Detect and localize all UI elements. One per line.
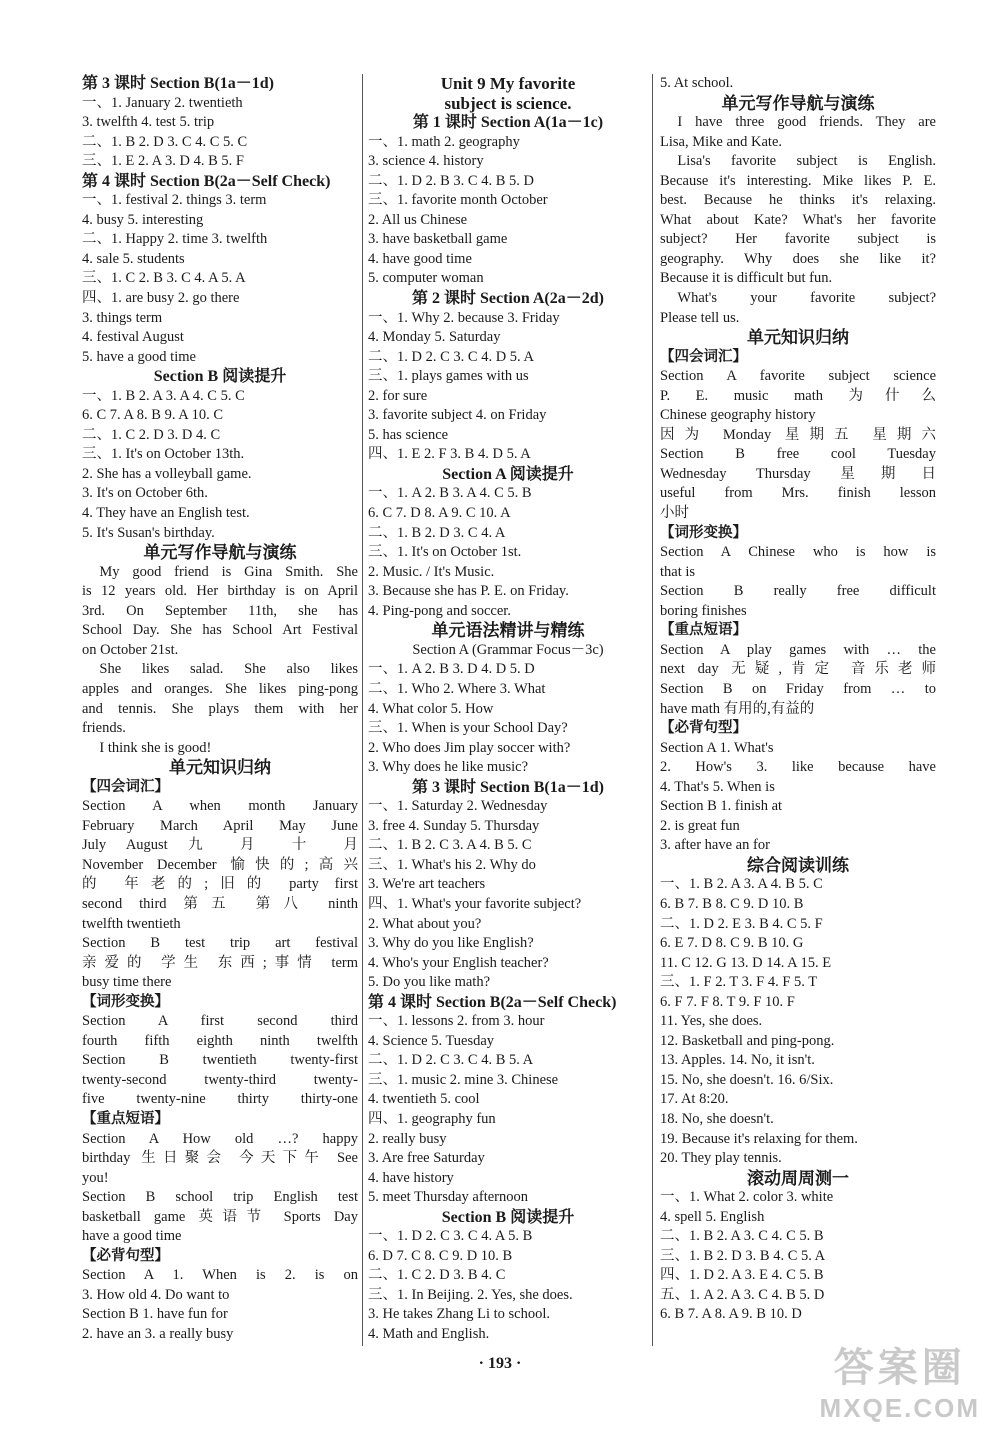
answer-line: 【重点短语】 <box>82 1110 169 1127</box>
answer-line: 二、1. Who 2. Where 3. What <box>368 680 546 697</box>
answer-line: 一、1. math 2. geography <box>368 133 520 150</box>
answer-line: 第 3 课时 Section B(1a－1d) <box>82 75 275 92</box>
answer-line: 4. That's 5. When is <box>660 778 775 795</box>
answer-line: Lisa's favorite subject is English. <box>677 153 936 170</box>
answer-line: 二、1. D 2. C 3. C 4. B 5. A <box>368 1052 534 1069</box>
answer-line: 6. C 7. A 8. B 9. A 10. C <box>82 407 224 424</box>
answer-line: What about Kate? What's her favorite <box>660 211 936 228</box>
answer-line: geography. Why does she like it? <box>660 250 936 267</box>
answer-line: boring finishes <box>660 602 747 619</box>
answer-line: 6. B 7. A 8. A 9. B 10. D <box>660 1306 802 1323</box>
answer-line: 4. Monday 5. Saturday <box>368 329 501 346</box>
answer-line: 6. D 7. C 8. C 9. D 10. B <box>368 1247 513 1264</box>
answer-line: 4. busy 5. interesting <box>82 211 204 228</box>
answer-line: 第 3 课时 Section B(1a－1d) <box>411 778 604 796</box>
answer-line: Section B on Friday from … to <box>660 680 936 697</box>
answer-line: 三、1. E 2. A 3. D 4. B 5. F <box>82 153 244 170</box>
answer-line: 【重点短语】 <box>660 622 747 639</box>
answer-line: 第 2 课时 Section A(2a－2d) <box>411 290 604 308</box>
answer-line: 4. Ping-pong and soccer. <box>368 602 511 619</box>
answer-line: 11. Yes, she does. <box>660 1013 763 1030</box>
answer-line: 4. Science 5. Tuesday <box>368 1032 495 1049</box>
answer-line: five twenty-nine thirty thirty-one <box>82 1091 358 1108</box>
answer-line: 5. meet Thursday afternoon <box>368 1189 528 1206</box>
answer-line: 5. At school. <box>660 75 734 91</box>
answer-line: is 12 years old. Her birthday is on April <box>82 583 358 600</box>
column-divider <box>362 74 363 1346</box>
answer-line: Section B 阅读提升 <box>153 368 287 386</box>
answer-line: 3rd. On September 11th, she has <box>82 602 358 619</box>
answer-line: 四、1. What's your favorite subject? <box>368 895 582 912</box>
answer-line: 四、1. geography fun <box>368 1110 496 1127</box>
answer-line: 17. At 8:20. <box>660 1091 729 1108</box>
answer-line: My good friend is Gina Smith. She <box>99 563 358 580</box>
answer-line: 3. favorite subject 4. on Friday <box>368 407 547 424</box>
answer-line: 一、1. Why 2. because 3. Friday <box>368 309 560 326</box>
answer-line: Because it's interesting. Mike likes P. E. <box>660 172 936 189</box>
answer-line: 5. have a good time <box>82 348 196 365</box>
answer-line: 3. Why do you like English? <box>368 935 534 952</box>
answer-line: 5. has science <box>368 426 449 443</box>
answer-line: friends. <box>82 720 126 737</box>
answer-line: 4. sale 5. students <box>82 250 185 267</box>
answer-line: 三、1. When is your School Day? <box>368 720 568 737</box>
answer-line: 因为 Monday 星期五 星期六 <box>660 426 936 443</box>
answer-line: I think she is good! <box>99 739 212 756</box>
answer-line: 2. Music. / It's Music. <box>368 563 495 580</box>
answer-line: Section B school trip English test <box>82 1189 358 1206</box>
answer-line: 2. She has a volleyball game. <box>82 465 252 482</box>
answer-line: Section B twentieth twenty-first <box>82 1052 358 1069</box>
answer-line: 3. Are free Saturday <box>368 1150 485 1167</box>
answer-line: Section A 1. What's <box>660 739 774 756</box>
answer-line: 单元知识归纳 <box>747 328 849 348</box>
watermark-title: 答案圈 <box>833 1346 966 1390</box>
answer-line: 三、1. B 2. D 3. B 4. C 5. A <box>660 1247 826 1264</box>
answer-line: 一、1. A 2. B 3. D 4. D 5. D <box>368 661 535 678</box>
answer-line: 第 4 课时 Section B(2a－Self Check) <box>368 993 617 1011</box>
answer-line: Section B really free difficult <box>660 583 936 600</box>
answer-line: 3. Because she has P. E. on Friday. <box>368 583 569 600</box>
answer-line: 3. It's on October 6th. <box>82 485 208 502</box>
answer-line: 一、1. What 2. color 3. white <box>660 1189 834 1206</box>
answer-line: Section B test trip art festival <box>82 935 358 952</box>
answer-line: 3. after have an for <box>660 837 770 854</box>
column-divider <box>652 74 653 1346</box>
answer-line: 6. C 7. D 8. A 9. C 10. A <box>368 505 511 522</box>
answer-line: 一、1. Saturday 2. Wednesday <box>368 798 548 815</box>
answer-line: 一、1. B 2. A 3. A 4. B 5. C <box>660 876 823 893</box>
answer-line: birthday 生日聚会 今天下午 See <box>82 1150 358 1167</box>
answer-line: Section B 1. have fun for <box>82 1306 228 1323</box>
answer-column-left <box>82 74 358 1345</box>
answer-line: 12. Basketball and ping-pong. <box>660 1032 835 1049</box>
answer-line: Section A 1. When is 2. is on <box>82 1267 358 1284</box>
answer-line: 三、1. F 2. T 3. F 4. F 5. T <box>660 974 818 991</box>
answer-line: 【四会词汇】 <box>660 348 747 365</box>
answer-line: 20. They play tennis. <box>660 1150 782 1167</box>
answer-line: on October 21st. <box>82 641 179 658</box>
answer-line: 6. B 7. B 8. C 9. D 10. B <box>660 895 804 912</box>
page-number: · 193 · <box>478 1355 522 1372</box>
answer-line: 一、1. A 2. B 3. A 4. C 5. B <box>368 485 532 502</box>
answer-line: 3. free 4. Sunday 5. Thursday <box>368 817 540 834</box>
answer-line: 【词形变换】 <box>82 993 169 1010</box>
answer-line: 二、1. B 2. D 3. C 4. A <box>368 524 506 541</box>
answer-line: that is <box>660 563 696 580</box>
answer-line: Section B 1. finish at <box>660 798 783 815</box>
answer-line: 2. All us Chinese <box>368 211 468 228</box>
answer-line: 二、1. D 2. B 3. C 4. B 5. D <box>368 172 534 189</box>
answer-line: 第 4 课时 Section B(2a－Self Check) <box>82 172 331 190</box>
answer-line: Section B free cool Tuesday <box>660 446 936 463</box>
answer-line: basketball game 英语节 Sports Day <box>82 1208 358 1225</box>
answer-line: 单元写作导航与演练 <box>143 543 297 563</box>
answer-line: 二、1. C 2. D 3. D 4. C <box>82 426 221 443</box>
answer-line: 一、1. festival 2. things 3. term <box>82 192 267 209</box>
answer-line: 3. He takes Zhang Li to school. <box>368 1306 551 1323</box>
answer-line: P. E. music math 为什么 <box>660 387 936 404</box>
answer-line: 单元写作导航与演练 <box>721 93 875 113</box>
answer-line: 单元语法精讲与精练 <box>431 621 585 641</box>
answer-line: second third 第五 第八 ninth <box>82 895 358 912</box>
answer-line: What's your favorite subject? <box>677 290 936 307</box>
answer-line: 四、1. D 2. A 3. E 4. C 5. B <box>660 1267 824 1284</box>
answer-line: 4. Who's your English teacher? <box>368 954 549 971</box>
answer-line: February March April May June <box>82 817 358 834</box>
answer-line: have math 有用的,有益的 <box>660 700 815 717</box>
answer-line: 二、1. B 2. C 3. A 4. B 5. C <box>368 837 532 854</box>
answer-line: 第 1 课时 Section A(1a－1c) <box>412 114 604 132</box>
answer-line: 单元知识归纳 <box>169 758 271 778</box>
answer-line: 6. E 7. D 8. C 9. B 10. G <box>660 935 804 952</box>
answer-line: Section A Chinese who is how is <box>660 544 936 561</box>
answer-line: Because it is difficult but fun. <box>660 270 833 287</box>
answer-line: 4. They have an English test. <box>82 505 250 522</box>
answer-line: next day 无疑,肯定 音乐老师 <box>660 661 936 678</box>
answer-line: 四、1. E 2. F 3. B 4. D 5. A <box>368 446 531 463</box>
answer-line: 二、1. B 2. A 3. C 4. C 5. B <box>660 1228 824 1245</box>
answer-line: twelfth twentieth <box>82 915 181 932</box>
answer-line: 三、1. It's on October 13th. <box>82 446 245 463</box>
answer-line: Section A play games with … the <box>660 641 936 658</box>
answer-line: 2. Who does Jim play soccer with? <box>368 739 571 756</box>
answer-line: fourth fifth eighth ninth twelfth <box>82 1032 358 1049</box>
answer-line: 三、1. plays games with us <box>368 368 529 385</box>
answer-line: July August 九 月 十 月 <box>82 837 358 854</box>
answer-line: Section A 阅读提升 <box>442 465 574 483</box>
answer-line: Section A favorite subject science <box>660 368 936 385</box>
answer-line: 三、1. What's his 2. Why do <box>368 856 536 873</box>
answer-line: Section A first second third <box>82 1013 358 1030</box>
answer-line: 4. spell 5. English <box>660 1208 765 1225</box>
answer-line: 5. computer woman <box>368 270 484 287</box>
answer-line: 2. How's 3. like because have <box>660 759 936 776</box>
answer-line: Section B 阅读提升 <box>441 1208 575 1226</box>
answer-line: 4. Math and English. <box>368 1326 490 1342</box>
answer-line: 2. What about you? <box>368 915 482 932</box>
answer-line: 4. twentieth 5. cool <box>368 1091 480 1108</box>
answer-line: Wednesday Thursday 星期日 <box>660 465 936 482</box>
answer-line: I have three good friends. They are <box>677 114 936 131</box>
answer-line: Lisa, Mike and Kate. <box>660 133 783 150</box>
answer-line: 3. How old 4. Do want to <box>82 1286 230 1303</box>
answer-line: 6. F 7. F 8. T 9. F 10. F <box>660 993 795 1010</box>
answer-line: 4. have history <box>368 1169 454 1186</box>
answer-line: 的 年老的;旧的 party first <box>82 876 358 893</box>
answer-line: 一、1. B 2. A 3. A 4. C 5. C <box>82 387 245 404</box>
answer-line: 2. really busy <box>368 1130 447 1147</box>
answer-line: 11. C 12. G 13. D 14. A 15. E <box>660 954 832 971</box>
answer-line: subject is science. <box>444 93 572 113</box>
answer-line: Section A (Grammar Focus－3c) <box>412 641 604 658</box>
answer-line: Chinese geography history <box>660 407 816 424</box>
answer-line: 18. No, she doesn't. <box>660 1110 774 1127</box>
answer-line: 二、1. C 2. D 3. B 4. C <box>368 1267 506 1284</box>
answer-line: 3. science 4. history <box>368 153 484 170</box>
answer-line: November December 愉快的;高兴 <box>82 856 358 873</box>
watermark-url: MXQE.COM <box>819 1393 980 1423</box>
answer-line: 3. have basketball game <box>368 231 508 248</box>
answer-line: you! <box>82 1169 109 1186</box>
answer-line: 三、1. favorite month October <box>368 192 548 209</box>
answer-line: apples and oranges. She likes ping-pong <box>82 680 358 697</box>
answer-line: subject? Her favorite subject is <box>660 231 936 248</box>
answer-line: 二、1. D 2. C 3. C 4. D 5. A <box>368 348 534 365</box>
answer-line: 【四会词汇】 <box>82 778 169 795</box>
answer-line: 13. Apples. 14. No, it isn't. <box>660 1052 815 1069</box>
answer-line: busy time there <box>82 974 172 991</box>
answer-line: useful from Mrs. finish lesson <box>660 485 936 502</box>
answer-line: 二、1. D 2. E 3. B 4. C 5. F <box>660 915 823 932</box>
answer-line: twenty-second twenty-third twenty- <box>82 1071 358 1088</box>
answer-column-right <box>660 74 936 1325</box>
answer-line: Section A How old …? happy <box>82 1130 358 1147</box>
answer-line: 一、1. D 2. C 3. C 4. A 5. B <box>368 1228 533 1245</box>
answer-line: 4. What color 5. How <box>368 700 494 717</box>
answer-line: 三、1. music 2. mine 3. Chinese <box>368 1071 559 1088</box>
answer-line: She likes salad. She also likes <box>99 661 358 678</box>
answer-line: 五、1. A 2. A 3. C 4. B 5. D <box>660 1286 825 1303</box>
answer-line: 三、1. It's on October 1st. <box>368 544 522 561</box>
answer-line: 滚动周周测一 <box>747 1168 849 1188</box>
answer-line: 15. No, she doesn't. 16. 6/Six. <box>660 1071 834 1088</box>
answer-line: 2. is great fun <box>660 817 740 834</box>
answer-line: 一、1. lessons 2. from 3. hour <box>368 1013 545 1030</box>
answer-line: 4. festival August <box>82 329 184 346</box>
answer-line: 4. have good time <box>368 250 472 267</box>
answer-line: 一、1. January 2. twentieth <box>82 94 243 111</box>
answer-line: 5. It's Susan's birthday. <box>82 524 215 541</box>
answer-line: School Day. She has School Art Festival <box>82 622 358 639</box>
answer-line: 【必背句型】 <box>82 1247 169 1264</box>
answer-line: 3. Why does he like music? <box>368 759 529 776</box>
answer-line: 小时 <box>660 505 689 522</box>
answer-line: Please tell us. <box>660 309 740 326</box>
watermark-logo <box>820 1336 980 1424</box>
answer-line: 二、1. Happy 2. time 3. twelfth <box>82 231 268 248</box>
answer-line: best. Because he thinks it's relaxing. <box>660 192 936 209</box>
answer-line: 3. We're art teachers <box>368 876 486 893</box>
answer-line: 【词形变换】 <box>660 524 747 541</box>
answer-line: 3. twelfth 4. test 5. trip <box>82 114 215 131</box>
answer-column-middle <box>368 74 648 1345</box>
answer-line: 四、1. are busy 2. go there <box>82 290 240 307</box>
answer-line: 2. for sure <box>368 387 428 404</box>
answer-line: 综合阅读训练 <box>747 855 849 875</box>
answer-line: 5. Do you like math? <box>368 974 491 991</box>
answer-line: 【必背句型】 <box>660 720 747 737</box>
answer-line: 2. have an 3. a really busy <box>82 1326 234 1342</box>
answer-line: 二、1. B 2. D 3. C 4. C 5. C <box>82 133 248 150</box>
answer-line: 19. Because it's relaxing for them. <box>660 1130 858 1147</box>
answer-line: Unit 9 My favorite <box>440 74 576 93</box>
answer-line: and tennis. She plays them with her <box>82 700 358 717</box>
answer-line: Section A when month January <box>82 798 358 815</box>
answer-line: 亲爱的 学生 东西;事情 term <box>82 954 358 971</box>
answer-line: 3. things term <box>82 309 163 326</box>
answer-line: have a good time <box>82 1228 182 1245</box>
answer-line: 三、1. In Beijing. 2. Yes, she does. <box>368 1286 573 1303</box>
answer-line: 三、1. C 2. B 3. C 4. A 5. A <box>82 270 246 287</box>
